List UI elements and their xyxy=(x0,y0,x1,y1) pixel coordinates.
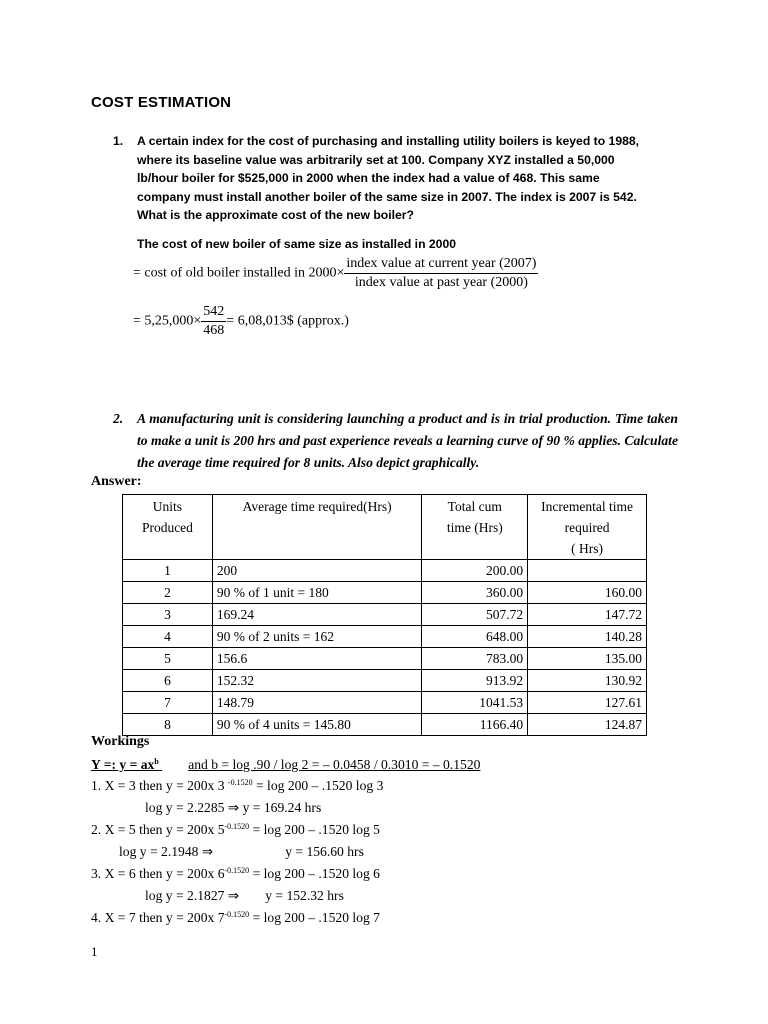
question-1-subheading: The cost of new boiler of same size as installed in 2000 xyxy=(137,237,457,251)
question-2 xyxy=(113,408,678,474)
question-2-number: 2. xyxy=(113,411,124,426)
cell-average: 90 % of 2 units = 162 xyxy=(212,626,422,648)
cell-incremental: 124.87 xyxy=(528,714,647,736)
cell-incremental: 135.00 xyxy=(528,648,647,670)
table-row xyxy=(123,714,647,736)
page-number: 1 xyxy=(91,944,98,959)
equation-1 xyxy=(133,256,538,291)
cell-average: 90 % of 4 units = 145.80 xyxy=(212,714,422,736)
working-step-2-log: log y = 2.1948 ⇒ y = 156.60 hrs xyxy=(119,844,364,859)
cell-average: 169.24 xyxy=(212,604,422,626)
table-row xyxy=(123,692,647,714)
header-incremental-time: Incremental time required ( Hrs) xyxy=(528,495,647,560)
cell-units: 5 xyxy=(123,648,213,670)
cell-cumulative: 360.00 xyxy=(422,582,528,604)
cell-cumulative: 913.92 xyxy=(422,670,528,692)
formula-b: and b = log .90 / log 2 = – 0.0458 / 0.3010 = – 0.1520 xyxy=(188,757,481,772)
cell-units: 2 xyxy=(123,582,213,604)
cell-cumulative: 1166.40 xyxy=(422,714,528,736)
cell-incremental: 127.61 xyxy=(528,692,647,714)
header-total-cum-time: Total cum time (Hrs) xyxy=(422,495,528,560)
workings-formula xyxy=(91,757,480,773)
cell-incremental xyxy=(528,560,647,582)
cell-incremental: 147.72 xyxy=(528,604,647,626)
formula-main: Y =: $y = ax^b$ xyxy=(91,757,159,772)
answer-label: Answer: xyxy=(91,474,142,489)
working-step-1-log: log y = 2.2285 ⇒ y = 169.24 hrs xyxy=(145,800,322,815)
equation-1-numerator: index value at current year (2007) xyxy=(344,256,538,274)
question-1 xyxy=(113,132,653,225)
working-step-3-log: log y = 2.1827 ⇒ y = 152.32 hrs xyxy=(145,888,344,903)
cell-average: 200 xyxy=(212,560,422,582)
table-row xyxy=(123,604,647,626)
question-1-text: A certain index for the cost of purchasing and installing utility boilers is keyed to 1988, where its baseline value was arbitrarily set at 100. Company XYZ installed a 50,000 lb/hour boiler for $525,000 in 2000 when the index had a value of 468. This same company must install another boiler of the same size in 2007. The index is 2007 is 542. What is the approximate cost of the new boiler? xyxy=(137,134,640,223)
cell-units: 4 xyxy=(123,626,213,648)
cell-units: 6 xyxy=(123,670,213,692)
cell-average: 90 % of 1 unit = 180 xyxy=(212,582,422,604)
equation-2 xyxy=(133,304,349,339)
equation-2-numerator: 542 xyxy=(201,304,226,322)
cell-average: 156.6 xyxy=(212,648,422,670)
working-step-3: 3. X = 6 then y = 200x $6^{-0.1520} = \log 200 - .1520$ log 6 xyxy=(91,866,380,881)
equation-1-fraction xyxy=(344,256,538,291)
cell-cumulative: 1041.53 xyxy=(422,692,528,714)
table-row xyxy=(123,670,647,692)
cell-cumulative: 507.72 xyxy=(422,604,528,626)
table-row xyxy=(123,648,647,670)
table-header-row xyxy=(123,495,647,560)
working-step-1: 1. X = 3 then y = 200x 3 $^{-0.1520}$ = log 200 – .1520 log 3 xyxy=(91,778,384,793)
equation-1-denominator: index value at past year (2000) xyxy=(354,275,528,290)
table-row xyxy=(123,626,647,648)
learning-curve-table xyxy=(122,494,647,736)
cell-cumulative: 648.00 xyxy=(422,626,528,648)
equation-2-denominator: 468 xyxy=(203,323,225,338)
equation-2-rhs: = 6,08,013$ (approx.) xyxy=(226,313,349,329)
cell-units: 3 xyxy=(123,604,213,626)
cell-incremental: 140.28 xyxy=(528,626,647,648)
header-units: Units Produced xyxy=(123,495,213,560)
cell-average: 152.32 xyxy=(212,670,422,692)
equation-2-lhs: = 5,25,000× xyxy=(133,313,202,329)
equation-1-lhs: = cost of old boiler installed in 2000× xyxy=(133,265,345,281)
working-step-4: 4. X = 7 then y = 200x $7^{-0.1520} = \log 200 - .1520$ log 7 xyxy=(91,910,380,925)
question-1-number: 1. xyxy=(113,134,124,148)
cell-cumulative: 783.00 xyxy=(422,648,528,670)
cell-average: 148.79 xyxy=(212,692,422,714)
cell-incremental: 160.00 xyxy=(528,582,647,604)
cell-units: 8 xyxy=(123,714,213,736)
table-row xyxy=(123,560,647,582)
cell-cumulative: 200.00 xyxy=(422,560,528,582)
page-title: COST ESTIMATION xyxy=(91,94,232,111)
cell-incremental: 130.92 xyxy=(528,670,647,692)
header-average-time: Average time required(Hrs) xyxy=(212,495,422,560)
working-step-2: 2. X = 5 then y = 200x $5^{-0.1520} = \log 200 - .1520$ log 5 xyxy=(91,822,380,837)
workings-heading: Workings xyxy=(91,734,150,749)
equation-2-fraction xyxy=(201,304,226,339)
cell-units: 7 xyxy=(123,692,213,714)
question-2-text: A manufacturing unit is considering launching a product and is in trial production. Time taken to make a unit is 200 hrs and past experience reveals a learning curve of 90 % applies. Calculate the average time required for 8 units. Also depict graphically. xyxy=(137,411,678,470)
cell-units: 1 xyxy=(123,560,213,582)
table-row xyxy=(123,582,647,604)
